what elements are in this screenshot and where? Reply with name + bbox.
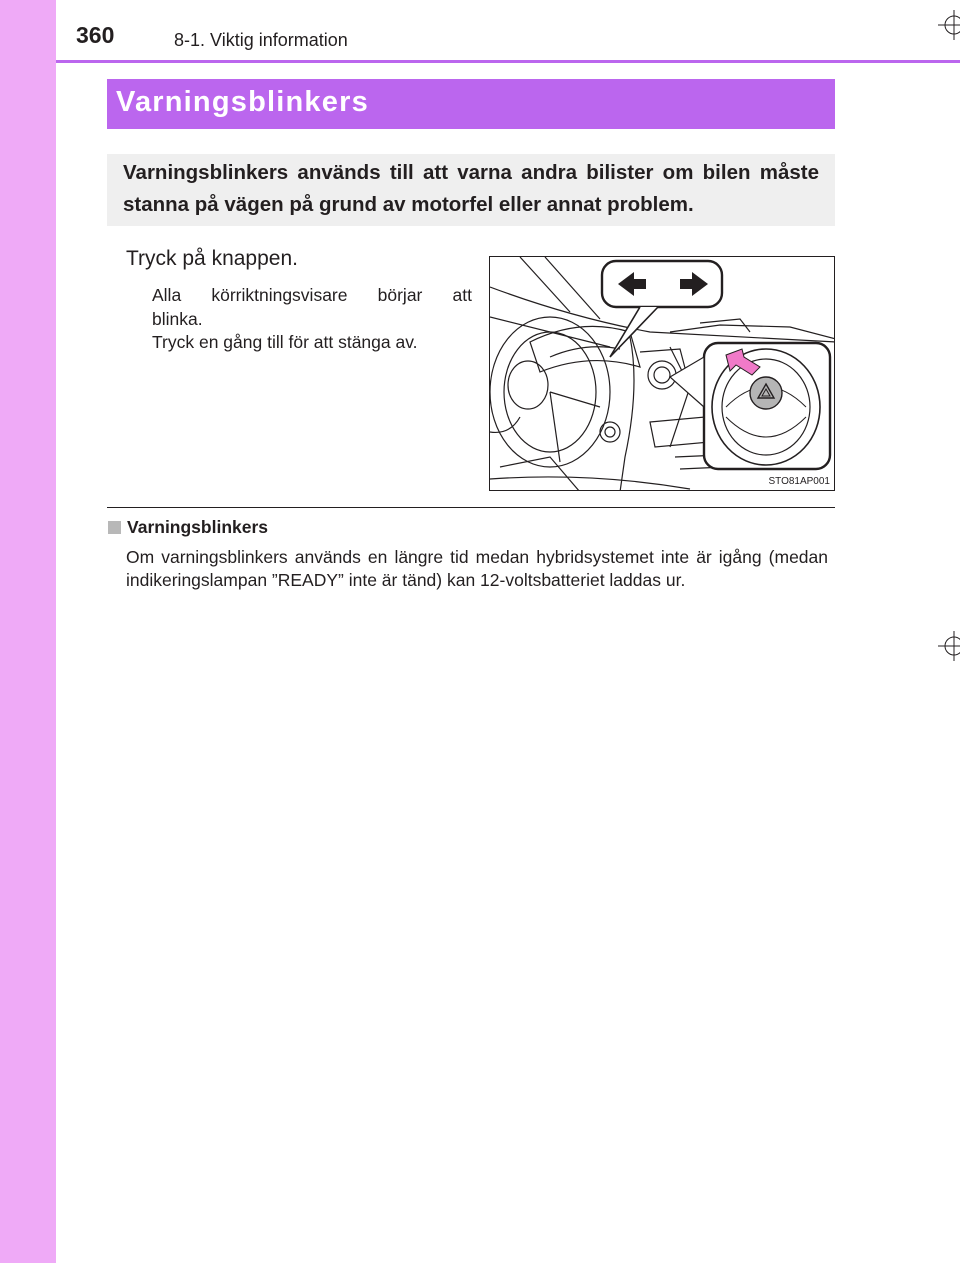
step-desc-line-3: Tryck en gång till för att stänga av. — [152, 332, 418, 352]
note-heading — [108, 517, 268, 538]
note-heading-text: Varningsblinkers — [127, 517, 269, 537]
note-body: Om varningsblinkers används en längre tid medan hybridsystemet inte är igång (medan indikeringslampan ”READY” inte är tänd) kan 12-voltsbatteriet laddas ur. — [126, 547, 828, 590]
side-tab-strip — [0, 0, 56, 1263]
section-title: Varningsblinkers — [116, 86, 369, 118]
intro-box — [107, 154, 835, 226]
section-label: 8-1. Viktig information — [174, 30, 348, 50]
intro-text: Varningsblinkers används till att varna andra bilister om bilen måste stanna på vägen på grund av motorfel eller annat problem. — [123, 161, 819, 216]
hazard-button-illustration — [489, 256, 835, 491]
dashboard-drawing — [490, 257, 835, 491]
step-desc-line-2: blinka. — [152, 308, 203, 329]
header-rule — [56, 60, 960, 63]
figure-code: STO81AP001 — [768, 476, 830, 487]
step-title: Tryck på knappen. — [126, 247, 298, 270]
crop-mark-top — [936, 10, 960, 40]
crop-mark-middle — [936, 631, 960, 661]
bullet-square-icon — [108, 521, 121, 534]
step-desc-line-1: Alla körriktningsvisare börjar att — [152, 285, 472, 305]
page-number: 360 — [76, 22, 115, 48]
step-description — [152, 284, 472, 355]
section-title-bar — [107, 79, 835, 129]
divider — [107, 507, 835, 508]
